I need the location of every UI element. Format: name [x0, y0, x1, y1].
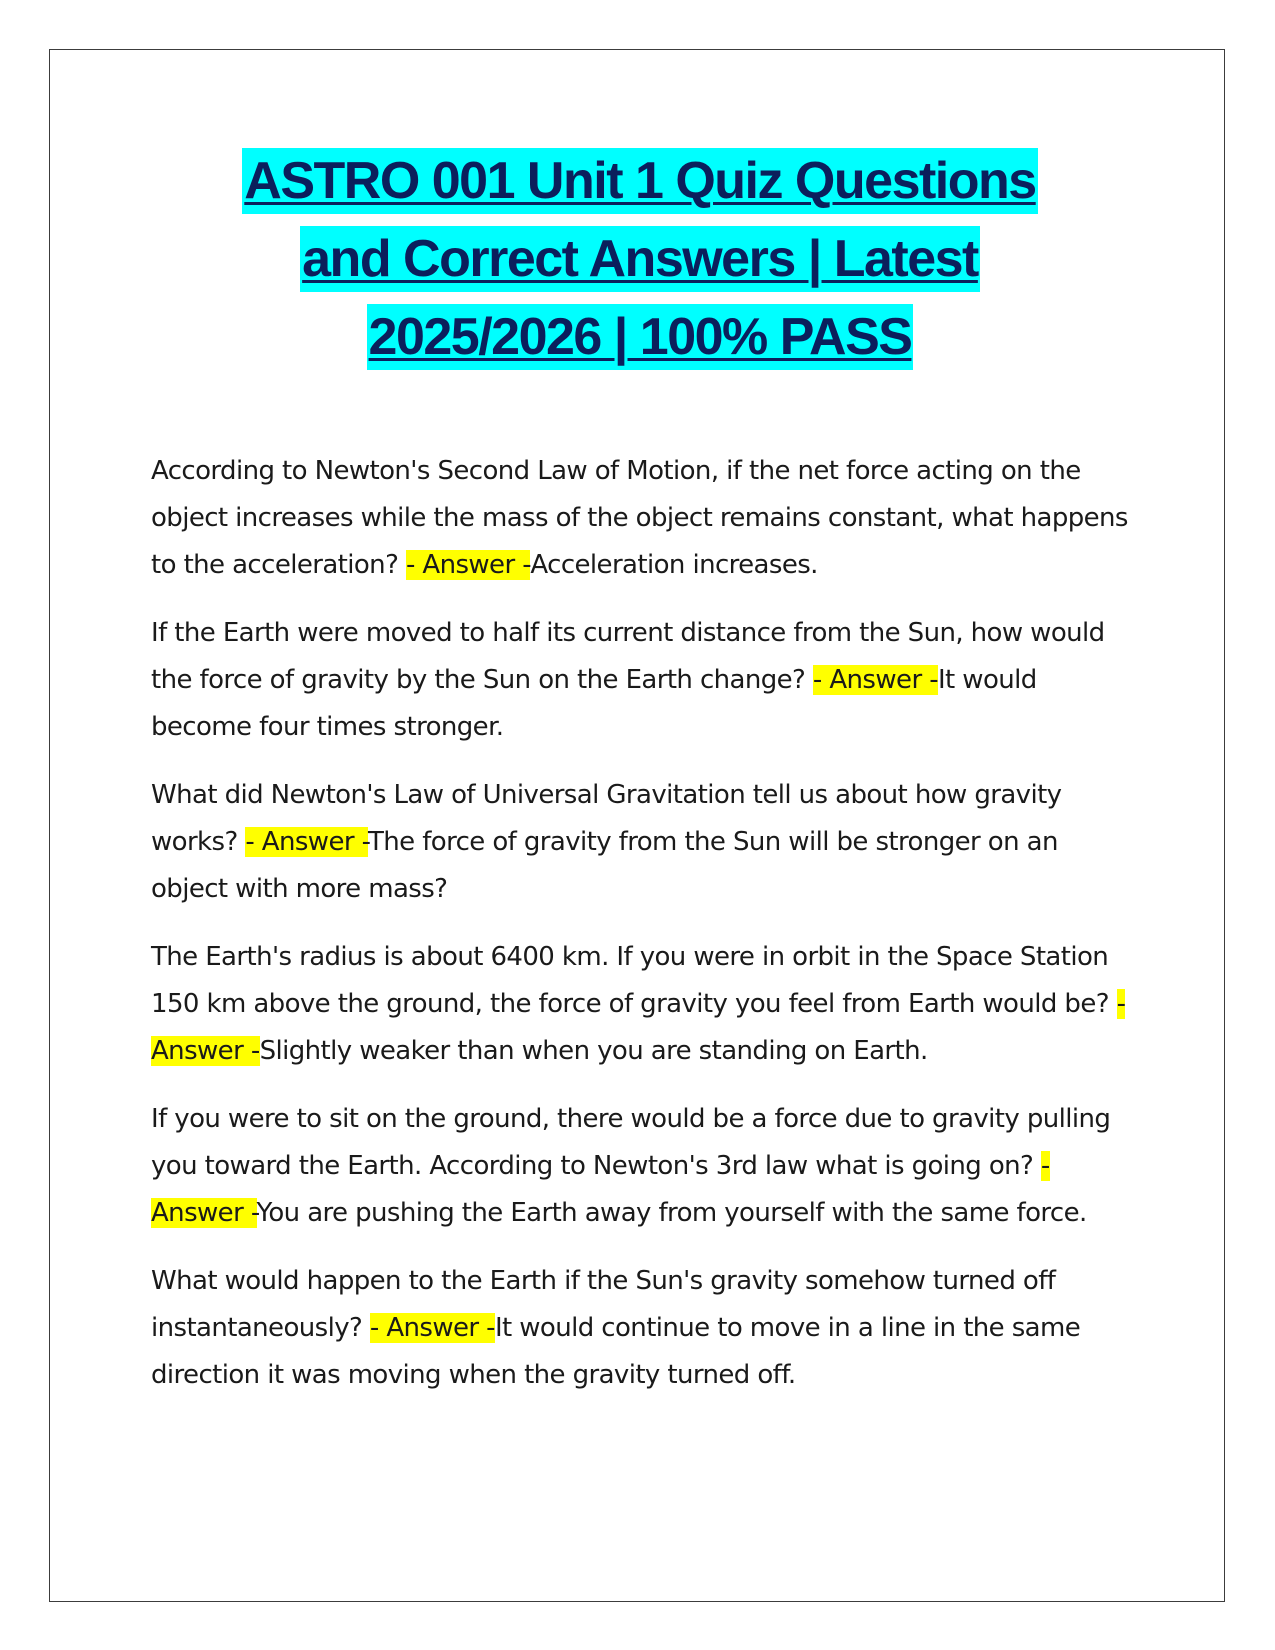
- answer-tag: - Answer -: [369, 1313, 495, 1343]
- answer-text: You are pushing the Earth away from yourself with the same force.: [256, 1198, 1087, 1228]
- document-title: [120, 148, 1160, 382]
- question-text: The Earth's radius is about 6400 km. If you were in orbit in the Space Station 150 km above the ground, the force of gravity you feel from Earth would be?: [151, 942, 1117, 1019]
- qa-item: [151, 1096, 1141, 1237]
- answer-tag: - Answer -: [151, 1151, 1050, 1228]
- title-line-3: 2025/2026 | 100% PASS: [367, 304, 914, 370]
- answer-text: Acceleration increases.: [530, 550, 818, 580]
- qa-item: [151, 448, 1141, 589]
- question-text: If the Earth were moved to half its current distance from the Sun, how would the force of gravity by the Sun on the Earth change?: [151, 618, 1105, 695]
- answer-text: Slightly weaker than when you are standing on Earth.: [259, 1036, 928, 1066]
- answer-text: The force of gravity from the Sun will be stronger on an object with more mass?: [151, 827, 1058, 904]
- answer-text: It would become four times stronger.: [151, 665, 1037, 742]
- question-text: According to Newton's Second Law of Motion, if the net force acting on the object increases while the mass of the object remains constant, what happens to the acceleration?: [151, 456, 1128, 580]
- answer-tag: - Answer -: [405, 550, 531, 580]
- qa-list: [151, 448, 1141, 1420]
- qa-item: [151, 772, 1141, 913]
- question-text: If you were to sit on the ground, there would be a force due to gravity pulling you toward the Earth. According to Newton's 3rd law what is going on?: [151, 1104, 1111, 1181]
- question-text: What did Newton's Law of Universal Gravitation tell us about how gravity works?: [151, 780, 1062, 857]
- answer-tag: - Answer -: [151, 989, 1126, 1066]
- qa-item: [151, 934, 1141, 1075]
- answer-tag: - Answer -: [812, 665, 938, 695]
- qa-item: [151, 1258, 1141, 1399]
- answer-tag: - Answer -: [245, 827, 369, 857]
- title-line-1: ASTRO 001 Unit 1 Quiz Questions: [242, 148, 1037, 214]
- answer-text: It would continue to move in a line in the same direction it was moving when the gravity turned off.: [151, 1313, 1081, 1390]
- qa-item: [151, 610, 1141, 751]
- question-text: What would happen to the Earth if the Sun's gravity somehow turned off instantaneously?: [151, 1266, 1056, 1343]
- title-line-2: and Correct Answers | Latest: [300, 226, 980, 292]
